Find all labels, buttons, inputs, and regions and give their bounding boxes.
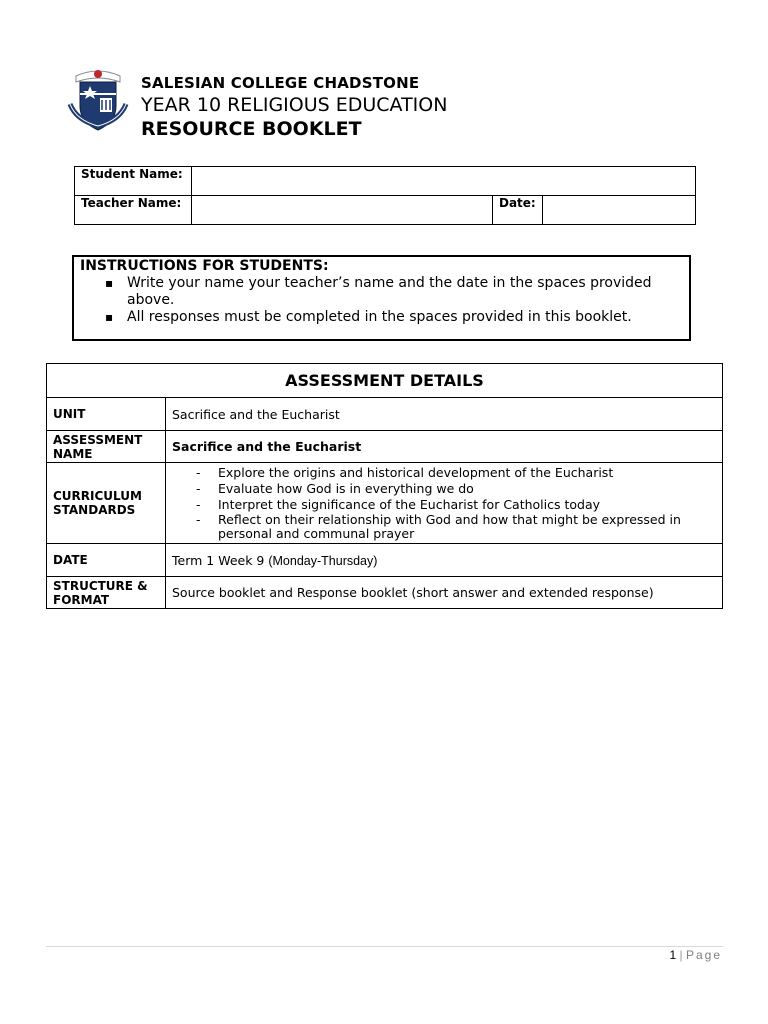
student-details-table (74, 166, 696, 225)
date-row-label: DATE (47, 544, 166, 577)
structure-format-value: Source booklet and Response booklet (short answer and extended response) (166, 577, 723, 609)
assessment-details-table (46, 363, 723, 609)
instructions-title: INSTRUCTIONS FOR STUDENTS: (80, 258, 329, 274)
assessment-name-label: ASSESSMENT NAME (47, 431, 166, 463)
school-crest-icon (66, 66, 130, 134)
instruction-item: ▪ All responses must be completed in the spaces provided in this booklet. (127, 309, 683, 326)
assessment-name-value: Sacrifice and the Eucharist (166, 431, 723, 463)
document-header (141, 74, 447, 141)
page-footer (669, 948, 722, 962)
teacher-name-field[interactable] (192, 196, 493, 225)
date-term-text: Term 1 Week 9 (172, 552, 269, 568)
footer-separator: | (679, 948, 683, 962)
date-row-value (166, 544, 723, 577)
curriculum-standards-list (172, 465, 716, 541)
date-field[interactable] (542, 196, 695, 225)
date-label: Date: (493, 196, 543, 225)
instructions-list (80, 275, 683, 326)
curriculum-standard-item: - Interpret the significance of the Eucharist for Catholics today (218, 497, 716, 513)
structure-format-label: STRUCTURE & FORMAT (47, 577, 166, 609)
booklet-title: RESOURCE BOOKLET (141, 118, 362, 140)
course-title: YEAR 10 RELIGIOUS EDUCATION (141, 94, 448, 116)
unit-label: UNIT (47, 398, 166, 431)
instruction-item: ▪ Write your name your teacher’s name and the date in the spaces provided above. (127, 275, 683, 309)
page-word: Page (685, 948, 722, 962)
curriculum-standard-item: - Reflect on their relationship with God and how that might be expressed in personal and communal prayer (218, 513, 716, 541)
assessment-details-title: ASSESSMENT DETAILS (47, 364, 723, 398)
unit-value: Sacrifice and the Eucharist (166, 398, 723, 431)
student-name-field[interactable] (192, 167, 696, 196)
curriculum-standard-item: - Explore the origins and historical development of the Eucharist (218, 465, 716, 481)
footer-divider (46, 946, 723, 947)
college-name: SALESIAN COLLEGE CHADSTONE (141, 74, 420, 92)
instructions-box (72, 255, 691, 341)
curriculum-standards-label: CURRICULUM STANDARDS (47, 463, 166, 544)
date-days-text: (Monday-Thursday) (268, 553, 378, 568)
curriculum-standards-cell (166, 463, 723, 544)
curriculum-standard-item: - Evaluate how God is in everything we do (218, 481, 716, 497)
teacher-name-label: Teacher Name: (75, 196, 192, 225)
page-number: 1 (669, 948, 677, 962)
student-name-label: Student Name: (75, 167, 192, 196)
